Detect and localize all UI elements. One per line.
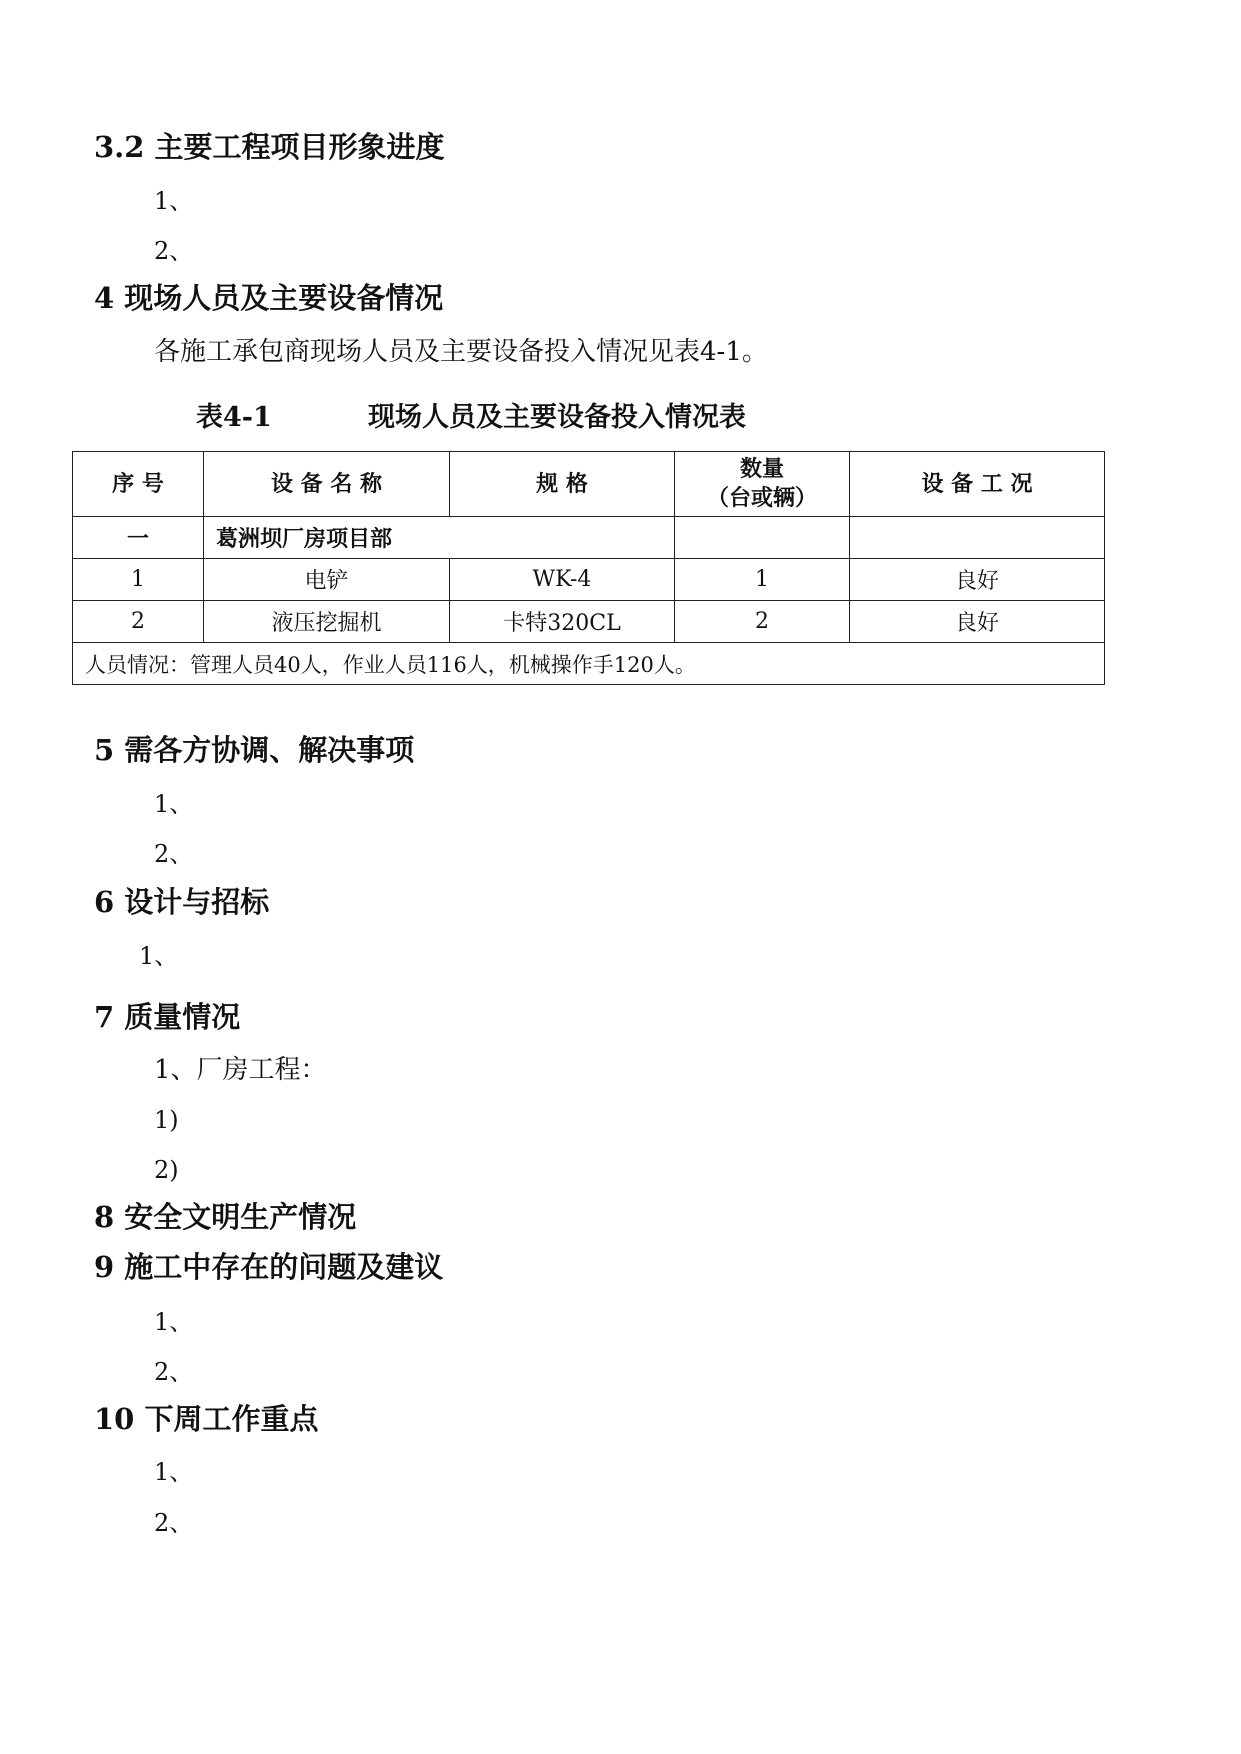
table-cell: 良好: [850, 559, 1105, 601]
header-qty-line1: 数量: [739, 456, 784, 483]
heading-3-2: 3.2 主要工程项目形象进度: [94, 130, 445, 164]
table-cell: [850, 517, 1105, 559]
table-caption-title: 现场人员及主要设备投入情况表: [368, 402, 746, 433]
heading-8: 8 安全文明生产情况: [94, 1200, 357, 1234]
table-cell: 1: [675, 559, 850, 601]
list-item: 1、: [139, 942, 179, 970]
header-qty-line2: （台或辆）: [706, 485, 817, 511]
header-condition: 设 备 工 况: [850, 452, 1105, 517]
table-group-row: [73, 517, 1105, 559]
list-item: 1): [154, 1106, 179, 1134]
table-cell: 电铲: [204, 559, 450, 601]
heading-5: 5 需各方协调、解决事项: [94, 733, 415, 767]
group-number: 一: [73, 517, 204, 559]
header-no: 序 号: [73, 452, 204, 517]
table-cell: [675, 517, 850, 559]
header-spec: 规 格: [450, 452, 675, 517]
table-cell: 1: [73, 559, 204, 601]
personnel-summary: 人员情况：管理人员40人，作业人员116人，机械操作手120人。: [73, 643, 1105, 685]
heading-4: 4 现场人员及主要设备情况: [94, 281, 444, 315]
table-row: [73, 601, 1105, 643]
table-caption-number: 表4-1: [196, 402, 272, 433]
table-cell: 液压挖掘机: [204, 601, 450, 643]
section-4-paragraph: 各施工承包商现场人员及主要设备投入情况见表4-1。: [154, 337, 768, 367]
table-personnel-row: [73, 643, 1105, 685]
list-item: 2): [154, 1156, 179, 1184]
equipment-table: [72, 451, 1105, 685]
heading-6: 6 设计与招标: [94, 885, 270, 919]
table-cell: 2: [73, 601, 204, 643]
header-name: 设 备 名 称: [204, 452, 450, 517]
table-header-row: [73, 452, 1105, 517]
group-name: 葛洲坝厂房项目部: [204, 517, 675, 559]
header-qty: [675, 452, 850, 517]
list-item: 2、: [154, 840, 194, 868]
heading-10: 10 下周工作重点: [94, 1402, 319, 1436]
list-item: 2、: [154, 237, 194, 265]
list-item: 2、: [154, 1358, 194, 1386]
list-item: 1、: [154, 1458, 194, 1486]
table-cell: 卡特320CL: [450, 601, 675, 643]
table-cell: 良好: [850, 601, 1105, 643]
list-item: 1、: [154, 790, 194, 818]
list-item: 2、: [154, 1509, 194, 1537]
table-cell: WK-4: [450, 559, 675, 601]
list-item: 1、厂房工程：: [154, 1055, 327, 1085]
list-item: 1、: [154, 1308, 194, 1336]
table-row: [73, 559, 1105, 601]
list-item: 1、: [154, 187, 194, 215]
heading-9: 9 施工中存在的问题及建议: [94, 1250, 444, 1284]
table-cell: 2: [675, 601, 850, 643]
heading-7: 7 质量情况: [94, 1000, 241, 1034]
